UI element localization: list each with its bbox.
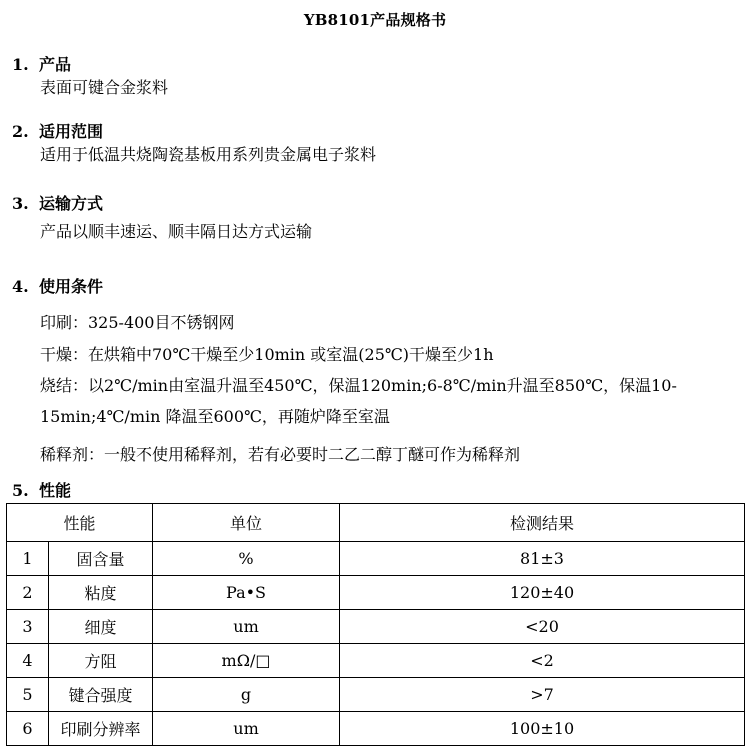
condition-drying: 干燥：在烘箱中70℃干燥至少10min 或室温(25℃)干燥至少1h: [40, 345, 494, 364]
section-text-product: 表面可键合金浆料: [40, 78, 169, 97]
row-unit: mΩ/□: [153, 644, 340, 678]
section-heading-performance: [12, 478, 71, 501]
row-index: 4: [7, 644, 49, 678]
row-result: >7: [340, 678, 745, 712]
row-unit: um: [153, 712, 340, 746]
row-result: 100±10: [340, 712, 745, 746]
row-unit: %: [153, 542, 340, 576]
section-number: 4.: [12, 277, 29, 296]
section-title: 产品: [39, 55, 72, 74]
row-result: <20: [340, 610, 745, 644]
section-number: 1.: [12, 55, 29, 74]
header-result: 检测结果: [340, 504, 745, 542]
row-index: 3: [7, 610, 49, 644]
header-property: 性能: [7, 504, 153, 542]
section-number: 2.: [12, 122, 29, 141]
performance-table: [6, 503, 745, 746]
row-property: 细度: [49, 610, 153, 644]
table-row: [7, 644, 745, 678]
section-heading-scope: [12, 119, 103, 142]
table-row: [7, 542, 745, 576]
section-heading-shipping: [12, 191, 103, 214]
section-text-shipping: 产品以顺丰速运、顺丰隔日达方式运输: [40, 222, 313, 241]
section-text-scope: 适用于低温共烧陶瓷基板用系列贵金属电子浆料: [40, 145, 377, 164]
row-property: 固含量: [49, 542, 153, 576]
table-row: [7, 678, 745, 712]
section-title: 性能: [39, 481, 72, 500]
row-result: 81±3: [340, 542, 745, 576]
table-header-row: [7, 504, 745, 542]
condition-printing: 印刷：325-400目不锈钢网: [40, 313, 235, 332]
row-property: 印刷分辨率: [49, 712, 153, 746]
table-row: [7, 576, 745, 610]
row-unit: um: [153, 610, 340, 644]
row-index: 2: [7, 576, 49, 610]
section-title: 运输方式: [39, 194, 104, 213]
row-property: 粘度: [49, 576, 153, 610]
document-title: YB8101产品规格书: [303, 11, 447, 29]
section-heading-conditions: [12, 274, 103, 297]
section-title: 适用范围: [39, 122, 104, 141]
row-unit: g: [153, 678, 340, 712]
table-row: [7, 712, 745, 746]
row-unit: Pa•S: [153, 576, 340, 610]
row-result: <2: [340, 644, 745, 678]
condition-sintering: 烧结：以2℃/min由室温升温至450℃，保温120min;6-8℃/min升温至850℃，保温10-15min;4℃/min 降温至600℃，再随炉降至室温: [40, 376, 677, 426]
table-row: [7, 610, 745, 644]
row-index: 1: [7, 542, 49, 576]
section-title: 使用条件: [39, 277, 104, 296]
row-property: 方阻: [49, 644, 153, 678]
condition-diluent: 稀释剂：一般不使用稀释剂，若有必要时二乙二醇丁醚可作为稀释剂: [40, 445, 521, 464]
header-unit: 单位: [153, 504, 340, 542]
section-number: 3.: [12, 194, 29, 213]
row-result: 120±40: [340, 576, 745, 610]
row-index: 5: [7, 678, 49, 712]
section-heading-product: [12, 52, 71, 75]
section-number: 5.: [12, 481, 29, 500]
row-property: 键合强度: [49, 678, 153, 712]
row-index: 6: [7, 712, 49, 746]
